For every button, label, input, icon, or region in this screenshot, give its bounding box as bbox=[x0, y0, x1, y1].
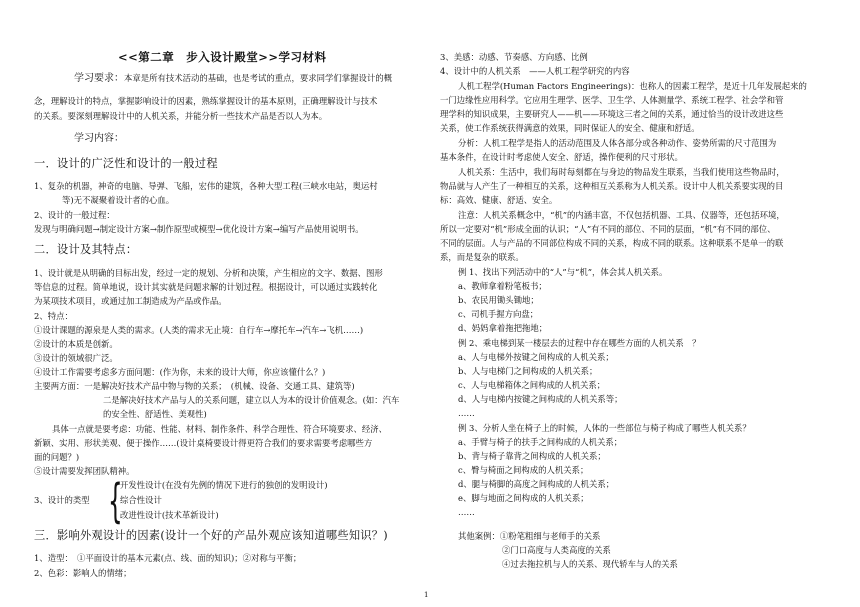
text-line: 的安全性、舒适性、美观性) bbox=[103, 409, 207, 419]
text-line: 例 1、找出下列活动中的“人”与“机”，体会其人机关系。 bbox=[458, 267, 668, 277]
text-line: 新颖、实用、形状美观、便于操作……(设计桌椅要设计得更符合我们的要求需要考虑哪些方 bbox=[34, 438, 373, 448]
text-line: c、司机手握方向盘； bbox=[458, 309, 539, 319]
text-line: 改进性设计(技术革新设计) bbox=[120, 510, 219, 520]
text-line: 等)无不凝聚着设计者的心血。 bbox=[62, 195, 175, 205]
text-line: d、妈妈拿着拖把拖地； bbox=[458, 323, 548, 333]
text-line: ④设计工作需要考虑多方面问题：(作为你，未来的设计大师，你应该懂什么？) bbox=[34, 367, 326, 377]
text-line: 例 2、乘电梯到某一楼层去的过程中存在哪些方面的人机关系 ？ bbox=[458, 338, 701, 348]
text-line: …… bbox=[458, 507, 475, 517]
text-line: 二是解决好技术产品与人的关系问题，建立以人为本的设计价值观念。(如：汽车 bbox=[103, 395, 400, 405]
text-line: 物品就与人产生了一种相互的关系，这种相互关系称为人机关系。设计中人机关系要实现的目 bbox=[440, 181, 784, 191]
text-line: a、手臂与椅子的扶手之间构成的人机关系； bbox=[458, 437, 623, 447]
text-line: 具体一点就是要考虑：功能、性能、材料、制作条件、科学合理性、符合环境要求、经济、 bbox=[52, 424, 387, 434]
text-line: 人机工程学(Human Factors Engineerings)：也称人的因素工程学，是近十几年发展起来的 bbox=[458, 81, 807, 91]
text-line: 主要两方面：一是解决好技术产品中物与物的关系； (机械、设备、交通工具、建筑等) bbox=[34, 381, 355, 391]
text-line: 1、复杂的机器，神奇的电脑、导弹、飞船，宏伟的建筑，各种大型工程(三峡水电站，奥运村 bbox=[34, 181, 378, 191]
section-heading: 三．影响外观设计的因素(设计一个好的产品外观应该知道哪些知识？) bbox=[34, 529, 388, 542]
text-line: 综合性设计 bbox=[120, 495, 162, 505]
text-line: ⑤设计需要发挥团队精神。 bbox=[34, 466, 135, 476]
text-line: 不同的层面。人与产品的不同部位构成不同的关系，构成不同的联系。这种联系不是单一的联 bbox=[440, 238, 784, 248]
document-title: <<第二章 步入设计殿堂>>学习材料 bbox=[118, 50, 327, 64]
text-line: b、农民用锄头锄地； bbox=[458, 295, 539, 305]
text-line: 开发性设计(在没有先例的情况下进行的独创的发明设计) bbox=[120, 480, 328, 490]
text-line: 分析：人机工程学是指人的活动范围及人体各部分或各种动作、姿势所需的尺寸范围为 bbox=[458, 138, 777, 148]
text-line: 2、设计的一般过程： bbox=[34, 210, 115, 220]
text-line: c、臀与椅面之间构成的人机关系； bbox=[458, 465, 589, 475]
text-line: …… bbox=[458, 408, 475, 418]
text-line: c、人与电梯箱体之间构成的人机关系； bbox=[458, 380, 606, 390]
text-line: ②设计的本质是创新。 bbox=[34, 339, 118, 349]
text-line: 一门边缘性应用科学。它应用生理学、医学、卫生学、人体测量学、系统工程学、社会学和管 bbox=[440, 95, 784, 105]
section-heading: 一．设计的广泛性和设计的一般过程 bbox=[34, 157, 218, 170]
text-line: 基本条件，在设计时考虑使人安全、舒适，操作便利的尺寸形状。 bbox=[440, 152, 683, 162]
text-line: ①设计课题的源泉是人类的需求。(人类的需求无止境：自行车→摩托车→汽车→飞机……) bbox=[34, 325, 364, 335]
text-line: 理学科的知识成果，主要研究人——机——环境这三者之间的关系，通过恰当的设计改进这些 bbox=[440, 109, 784, 119]
text-line: 发现与明确问题→制定设计方案→制作原型或模型→优化设计方案→编写产品使用说明书。 bbox=[34, 224, 364, 234]
text-line: 面的问题？) bbox=[34, 452, 80, 462]
text-line: 关系，使工作系统获得满意的效果，同时保证人的安全、健康和舒适。 bbox=[440, 123, 700, 133]
text-line: 人机关系：生活中，我们每时每刻都在与身边的物品发生联系，当我们使用这些物品时， bbox=[458, 167, 785, 177]
text-line: 所以一定要对“机”形成全面的认识；“人”有不同的部位、不同的层面，“机”有不同的部位、 bbox=[440, 224, 776, 234]
text-line: 标：高效、健康、舒适、安全。 bbox=[440, 195, 558, 205]
text-line: 例 3、分析人坐在椅子上的时候，人体的一些部位与椅子构成了哪些人机关系？ bbox=[458, 423, 751, 433]
text-line: a、人与电梯外按键之间构成的人机关系； bbox=[458, 352, 614, 362]
text-line: 2、色彩：影响人的情绪； bbox=[34, 568, 132, 578]
text-line: b、背与椅子靠背之间构成的人机关系； bbox=[458, 451, 606, 461]
section-heading: 二．设计及其特点： bbox=[34, 243, 138, 256]
text-line: 1、造型： ①平面设计的基本元素(点、线、面的知识)；②对称与平衡； bbox=[34, 553, 302, 563]
text-line: b、人与电梯门之间构成的人机关系； bbox=[458, 366, 598, 376]
text-line: 其他案例：①粉笔粗细与老师手的关系 bbox=[458, 531, 601, 541]
text-line: ④过去拖拉机与人的关系、现代轿车与人的关系 bbox=[502, 559, 678, 569]
text-line: 学习要求：本章是所有技术活动的基础，也是考试的重点，要求同学们掌握设计的概 bbox=[74, 73, 392, 84]
text-line: 念，理解设计的特点，掌握影响设计的因素，熟练掌握设计的基本原则，正确理解设计与技术 bbox=[34, 96, 378, 106]
text-line: 4、设计中的人机关系 ——人机工程学研究的内容 bbox=[440, 66, 630, 76]
text-line: d、人与电梯内按键之间构成的人机关系等； bbox=[458, 394, 623, 404]
text-line: 系，而是复杂的联系。 bbox=[440, 252, 524, 262]
text-line: ③设计的领域很广泛。 bbox=[34, 353, 118, 363]
text-line: e、脚与地面之间构成的人机关系； bbox=[458, 493, 589, 503]
text-line: 3、设计的类型 bbox=[34, 495, 90, 505]
text-line: 3、美感：动感、节奏感、方向感、比例 bbox=[440, 52, 588, 62]
text-line: 为某项技术项目，或通过加工制造成为产品或作品。 bbox=[34, 296, 227, 306]
brace-symbol: { bbox=[108, 474, 123, 528]
page-number: 1 bbox=[424, 591, 429, 599]
text-line: 的关系。要深刻理解设计中的人机关系，并能分析一些技术产品是否以人为本。 bbox=[34, 111, 328, 121]
text-line: 等信息的过程。简单地说，设计其实就是问题求解的计划过程。根据设计，可以通过实践转化 bbox=[34, 282, 378, 292]
text-line: ②门口高度与人类高度的关系 bbox=[502, 545, 611, 555]
text-line: d、腿与椅脚的高度之间构成的人机关系； bbox=[458, 479, 615, 489]
text-line: 1、设计就是从明确的目标出发，经过一定的规划、分析和决策，产生相应的文字、数据、图形 bbox=[34, 268, 383, 278]
text-line: 2、特点： bbox=[34, 311, 73, 321]
text-line: 学习内容： bbox=[74, 133, 124, 144]
text-line: a、教师拿着粉笔板书； bbox=[458, 281, 547, 291]
text-line: 注意：人机关系概念中，“机”的内涵丰富，不仅包括机器、工具、仪器等，还包括环境， bbox=[458, 210, 785, 220]
